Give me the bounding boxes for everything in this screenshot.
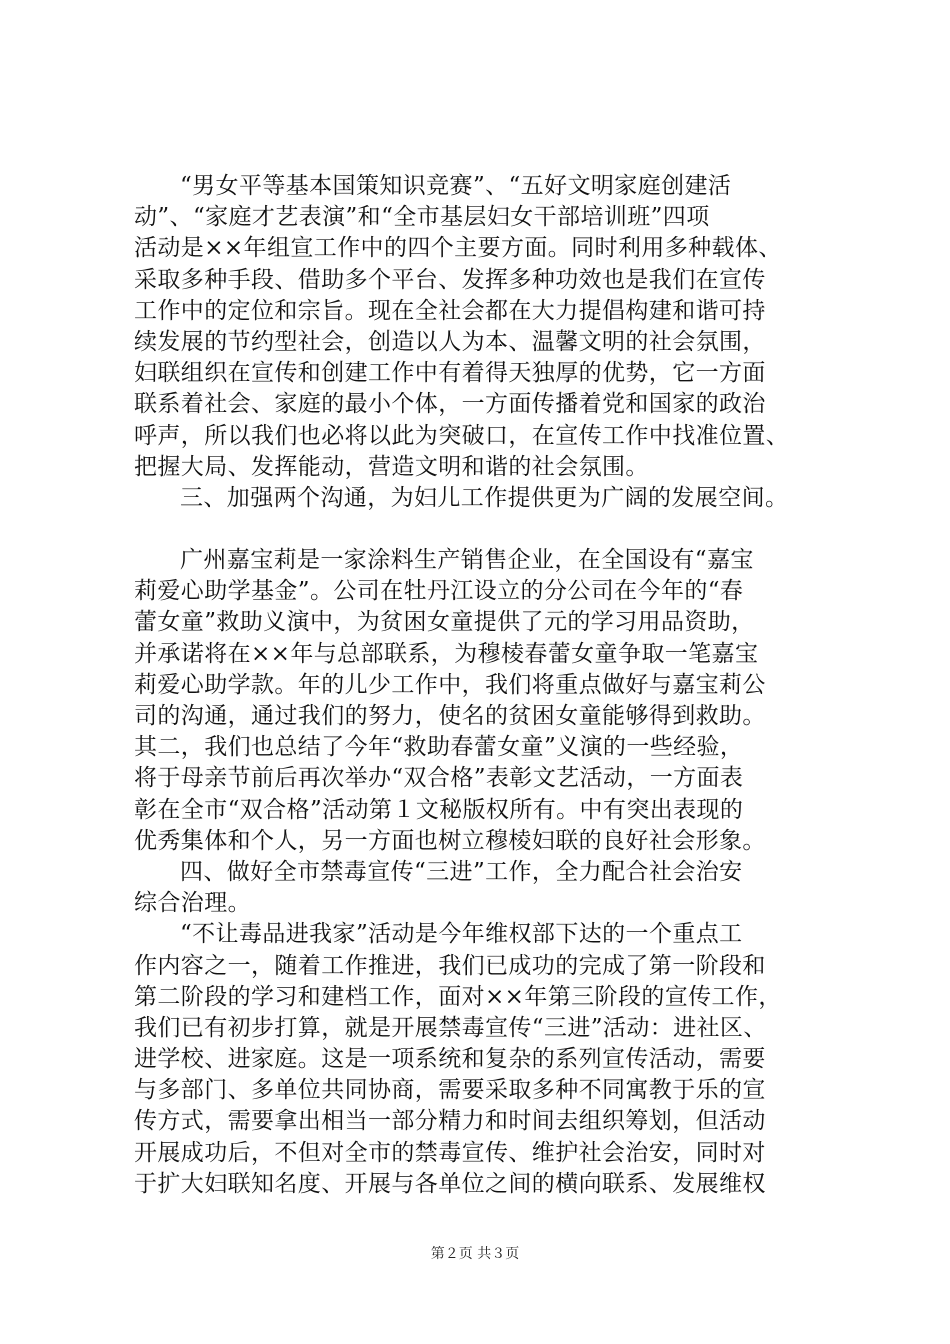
text-line: 开展成功后，不但对全市的禁毒宣传、维护社会治安，同时对 xyxy=(134,1139,766,1166)
text-line: 活动是××年组宣工作中的四个主要方面。同时利用多种载体、 xyxy=(134,235,782,262)
text-line: 续发展的节约型社会，创造以人为本、温馨文明的社会氛围， xyxy=(134,328,766,355)
text-line: 采取多种手段、借助多个平台、发挥多种功效也是我们在宣传 xyxy=(134,266,766,293)
text-line: 将于母亲节前后再次举办“双合格”表彰文艺活动，一方面表 xyxy=(134,765,744,792)
text-line: 呼声，所以我们也必将以此为突破口，在宣传工作中找准位置、 xyxy=(134,422,790,449)
text-line: 广州嘉宝莉是一家涂料生产销售企业，在全国设有“嘉宝 xyxy=(180,547,754,574)
text-line: 妇联组织在宣传和创建工作中有着得天独厚的优势，它一方面 xyxy=(134,360,766,387)
section-heading: 综合治理。 xyxy=(134,890,251,917)
text-line: 莉爱心助学款。年的儿少工作中，我们将重点做好与嘉宝莉公 xyxy=(134,671,766,698)
text-line: 第二阶段的学习和建档工作，面对××年第三阶段的宣传工作， xyxy=(134,983,782,1010)
page-number: 第２页 共３页 xyxy=(430,1246,520,1262)
text-line: 联系着社会、家庭的最小个体，一方面传播着党和国家的政治 xyxy=(134,391,766,418)
text-line: 蕾女童”救助义演中，为贫困女童提供了元的学习用品资助， xyxy=(134,609,755,636)
text-line: 把握大局、发挥能动，营造文明和谐的社会氛围。 xyxy=(134,453,649,480)
text-line: 优秀集体和个人，另一方面也树立穆棱妇联的良好社会形象。 xyxy=(134,827,766,854)
text-line: “男女平等基本国策知识竞赛”、“五好文明家庭创建活 xyxy=(180,173,732,199)
text-line: “不让毒品进我家”活动是今年维权部下达的一个重点工 xyxy=(180,921,743,948)
section-heading: 四、做好全市禁毒宣传“三进”工作，全力配合社会治安 xyxy=(180,858,743,885)
text-line: 于扩大妇联知名度、开展与各单位之间的横向联系、发展维权 xyxy=(134,1170,766,1197)
text-line: 与多部门、多单位共同协商，需要采取多种不同寓教于乐的宣 xyxy=(134,1077,766,1104)
text-line: 莉爱心助学基金”。公司在牡丹江设立的分公司在今年的“春 xyxy=(134,578,744,605)
text-line: 司的沟通，通过我们的努力，使名的贫困女童能够得到救助。 xyxy=(134,703,766,729)
section-heading: 三、加强两个沟通，为妇儿工作提供更为广阔的发展空间。 xyxy=(180,484,789,511)
text-line: 工作中的定位和宗旨。现在全社会都在大力提倡构建和谐可持 xyxy=(134,297,766,324)
text-line: 传方式，需要拿出相当一部分精力和时间去组织筹划，但活动 xyxy=(134,1108,766,1135)
text-line: 并承诺将在××年与总部联系，为穆棱春蕾女童争取一笔嘉宝 xyxy=(134,640,759,667)
text-line: 我们已有初步打算，就是开展禁毒宣传“三进”活动：进社区、 xyxy=(134,1014,767,1041)
text-line: 彰在全市“双合格”活动第１文秘版权所有。中有突出表现的 xyxy=(134,796,744,823)
text-line: 其二，我们也总结了今年“救助春蕾女童”义演的一些经验， xyxy=(134,734,744,761)
text-line: 作内容之一，随着工作推进，我们已成功的完成了第一阶段和 xyxy=(134,952,766,979)
text-line: 动”、“家庭才艺表演”和“全市基层妇女干部培训班”四项 xyxy=(134,204,710,231)
document-body xyxy=(134,171,834,1200)
text-line: 进学校、进家庭。这是一项系统和复杂的系列宣传活动，需要 xyxy=(134,1046,766,1073)
paragraph-gap xyxy=(134,514,834,545)
